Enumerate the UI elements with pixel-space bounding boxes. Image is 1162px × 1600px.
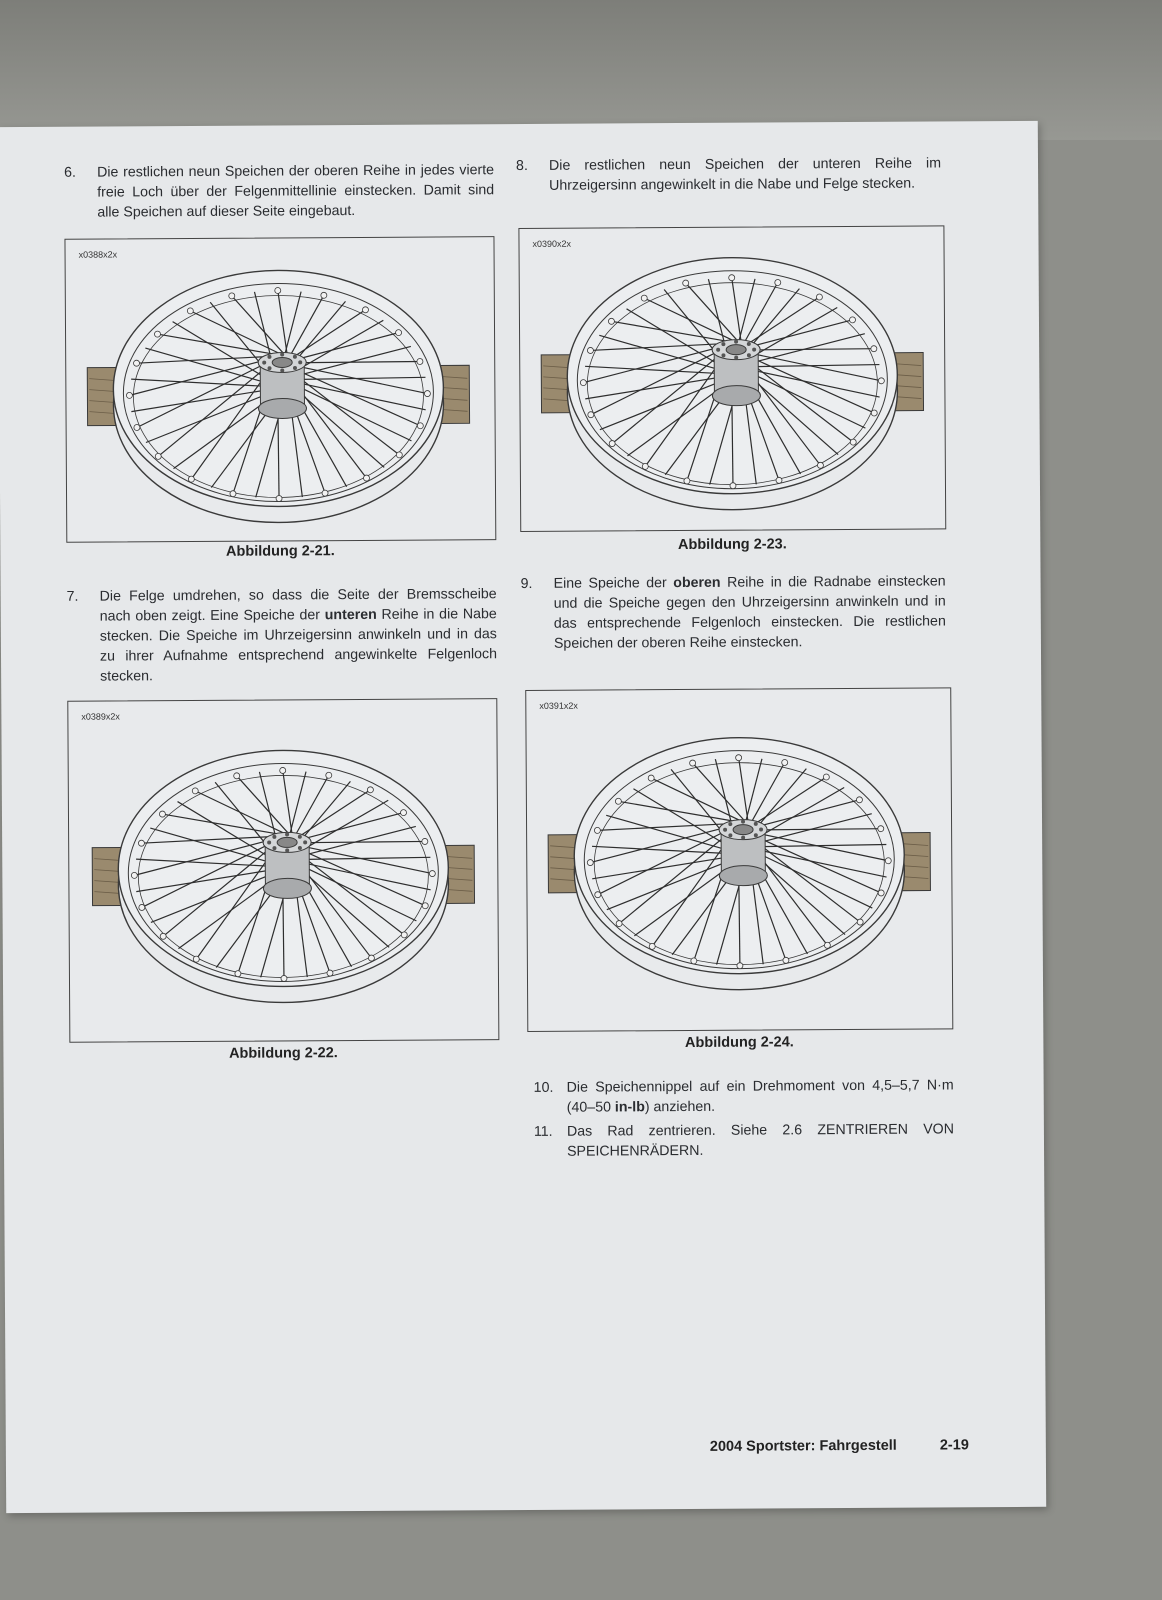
wheel-illustration: [68, 699, 498, 1042]
figure-id: x0390x2x: [532, 238, 572, 249]
background-top: [0, 0, 1162, 140]
step-10: [534, 1075, 954, 1118]
figure-caption: Abbildung 2-22.: [229, 1045, 338, 1062]
figure-id: x0388x2x: [78, 249, 118, 260]
figure-caption: Abbildung 2-23.: [677, 536, 787, 554]
step-number: 8.: [515, 157, 528, 175]
page-number: 2-19: [939, 1437, 969, 1454]
step-number: 6.: [64, 164, 76, 181]
step-text: Die Speichennippel auf ein Drehmoment von 4,5–5,7 N·m (40–50 in-lb) anziehen.: [566, 1077, 954, 1116]
wheel-illustration: [526, 688, 952, 1031]
step-text: Die restlichen neun Speichen der unteren Reihe im Uhrzeigersinn angewinkelt in die Nabe und Felge stecken.: [548, 155, 942, 194]
step-6: [64, 160, 494, 223]
page-footer-title: 2004 Sportster: Fahrgestell: [709, 1437, 897, 1455]
figure-2-22: [67, 698, 499, 1043]
step-text: Eine Speiche der oberen Reihe in die Radnabe einstecken und die Speiche gegen den Uhrzeigersinn anwinkeln und in das entsprechende Felgenloch einstecken. Die restlichen Speichen der oberen Reihe einstecken.: [553, 573, 946, 652]
step-number: 9.: [520, 575, 533, 593]
manual-page: [0, 121, 1046, 1513]
figure-2-21: [64, 236, 496, 543]
step-number: 11.: [533, 1123, 553, 1140]
step-9: [521, 571, 946, 654]
step-text: Die restlichen neun Speichen der oberen Reihe in jedes vierte freie Loch über der Felgenmittellinie einstecken. Damit sind alle Speichen auf dieser Seite eingebaut.: [97, 162, 495, 221]
step-number: 10.: [533, 1079, 554, 1096]
figure-caption: Abbildung 2-21.: [225, 543, 335, 560]
figure-2-23: [518, 225, 946, 532]
step-text: Die Felge umdrehen, so dass die Seite der Bremsscheibe nach oben zeigt. Eine Speiche der unteren Reihe in die Nabe stecken. Die Speiche im Uhrzeigersinn anwinkeln und in das zu ihrer Aufnahme entsprechend angewinkelte Felgenloch stecken.: [99, 586, 498, 685]
figure-2-24: [525, 687, 953, 1032]
wheel-illustration: [65, 237, 495, 542]
wheel-illustration: [519, 226, 945, 531]
step-text: Das Rad zentrieren. Siehe 2.6 ZENTRIEREN VON SPEICHENRÄDERN.: [566, 1121, 954, 1160]
figure-id: x0389x2x: [81, 711, 120, 722]
figure-caption: Abbildung 2-24.: [684, 1034, 794, 1052]
figure-id: x0391x2x: [539, 700, 578, 711]
step-number: 7.: [66, 588, 79, 605]
step-11: [534, 1119, 954, 1162]
step-7: [67, 584, 498, 687]
step-8: [516, 153, 941, 196]
